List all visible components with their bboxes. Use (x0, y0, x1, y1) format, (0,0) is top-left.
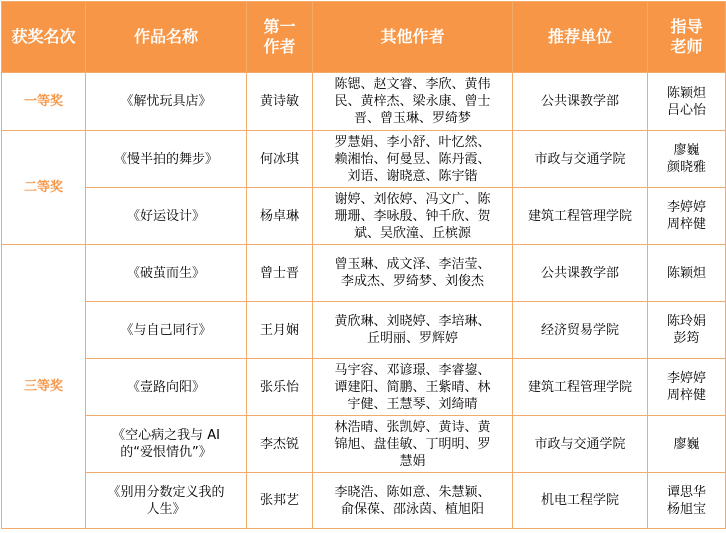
other-authors (313, 73, 513, 131)
work-title-line: 的“爱恨情仇”》 (120, 445, 212, 460)
header-work: 作品名称 (86, 2, 247, 73)
other-authors-line: 李晓浩、陈如意、朱慧颖、 (334, 484, 491, 500)
other-authors (313, 302, 513, 359)
other-authors (313, 359, 513, 416)
other-authors (313, 245, 513, 302)
first-author: 何冰琪 (247, 131, 313, 188)
advisor-name: 陈颖炟 (666, 85, 706, 101)
advisor-name: 廖巍 (673, 143, 700, 158)
table-row (2, 131, 726, 188)
other-authors (313, 188, 513, 245)
recommending-unit: 机电工程学院 (513, 473, 648, 529)
recommending-unit: 建筑工程管理学院 (513, 188, 648, 245)
header-other-authors: 其他作者 (313, 2, 513, 73)
recommending-unit: 市政与交通学院 (513, 416, 648, 473)
advisor (648, 416, 726, 473)
advisor (648, 359, 726, 416)
table-row (2, 416, 726, 473)
header-advisor (648, 2, 726, 73)
table-row (2, 359, 726, 416)
advisor-name: 谭思华 (666, 484, 706, 500)
other-authors-line: 民、黄梓杰、梁永康、曾士 (334, 94, 491, 109)
advisor-name: 周梓健 (666, 217, 706, 232)
other-authors (313, 131, 513, 188)
advisor-name: 杨旭宝 (666, 501, 706, 517)
other-authors-line: 赖湘怡、何曼昱、陈丹霞、 (334, 151, 491, 167)
other-authors-line: 刘语、谢晓意、陈宇锴 (347, 168, 478, 184)
header-unit: 推荐单位 (513, 2, 648, 73)
other-authors-line: 谭建阳、简鹏、王紫晴、林 (334, 379, 491, 395)
work-title: 《与自己同行》 (86, 302, 247, 359)
other-authors-line: 黄欣琳、刘晓婷、李培琳、 (334, 314, 491, 329)
header-first-author (247, 2, 313, 73)
other-authors-line: 谢婷、刘依婷、冯文广、陈 (334, 191, 491, 207)
first-author: 王月娴 (247, 302, 313, 359)
other-authors-line: 慧娟 (399, 453, 426, 469)
advisor-name: 陈颖炟 (666, 265, 706, 281)
table-row (2, 73, 726, 131)
other-authors-line: 珊珊、李咏殷、钟千欣、贺 (334, 208, 491, 224)
other-authors-line: 锦旭、盘佳敏、丁明明、罗 (334, 436, 491, 452)
header-prize: 获奖名次 (2, 2, 86, 73)
advisor-name: 彭筠 (673, 331, 700, 346)
advisor (648, 188, 726, 245)
other-authors-line: 林浩晴、张凯婷、黄诗、黄 (334, 419, 491, 435)
first-author: 曾士晋 (247, 245, 313, 302)
advisor (648, 131, 726, 188)
other-authors (313, 416, 513, 473)
recommending-unit: 建筑工程管理学院 (513, 359, 648, 416)
prize-second: 二等奖 (2, 131, 86, 245)
advisor-name: 廖巍 (673, 436, 700, 452)
table-row (2, 188, 726, 245)
other-authors-line: 罗慧娟、李小舒、叶忆然、 (334, 134, 491, 150)
other-authors-line: 丘明丽、罗辉婷 (366, 331, 458, 346)
advisor-name: 吕心怡 (666, 102, 706, 118)
work-title-line: 《别用分数定义我的 (107, 484, 225, 500)
recommending-unit: 公共课教学部 (513, 73, 648, 131)
table-row (2, 245, 726, 302)
recommending-unit: 市政与交通学院 (513, 131, 648, 188)
awards-table-container (1, 1, 725, 531)
header-advisor-line: 指导 (670, 17, 703, 36)
other-authors-line: 晋、曾玉琳、罗绮梦 (353, 111, 471, 126)
first-author: 张乐怡 (247, 359, 313, 416)
advisor-name: 周梓健 (666, 388, 706, 403)
advisor-name: 李婷婷 (666, 200, 706, 215)
table-row (2, 302, 726, 359)
work-title-line: 人生》 (146, 501, 186, 517)
first-author: 黄诗敏 (247, 73, 313, 131)
first-author: 张邦艺 (247, 473, 313, 529)
header-first-author-line: 作者 (263, 37, 296, 56)
advisor (648, 302, 726, 359)
advisor (648, 73, 726, 131)
advisor (648, 245, 726, 302)
work-title-line: 《空心病之我与 AI (112, 428, 220, 443)
header-first-author-line: 第一 (263, 17, 296, 36)
other-authors (313, 473, 513, 529)
other-authors-line: 斌、吴欣潼、丘槟源 (353, 225, 471, 241)
work-title: 《慢半拍的舞步》 (86, 131, 247, 188)
first-author: 杨卓琳 (247, 188, 313, 245)
work-title (86, 473, 247, 529)
work-title: 《解忧玩具店》 (86, 73, 247, 131)
first-author: 李杰锐 (247, 416, 313, 473)
recommending-unit: 经济贸易学院 (513, 302, 648, 359)
other-authors-line: 马宇容、邓谚璟、李睿鋆、 (334, 362, 491, 378)
recommending-unit: 公共课教学部 (513, 245, 648, 302)
other-authors-line: 宇健、王慧琴、刘绮晴 (347, 396, 478, 412)
header-advisor-line: 老师 (670, 37, 703, 56)
prize-third: 三等奖 (2, 245, 86, 529)
other-authors-line: 曾玉琳、成文泽、李洁莹、 (334, 257, 491, 272)
advisor-name: 李婷婷 (666, 371, 706, 386)
work-title: 《好运设计》 (86, 188, 247, 245)
advisor (648, 473, 726, 529)
other-authors-line: 陈锶、赵文睿、李欣、黄伟 (334, 77, 491, 92)
prize-first: 一等奖 (2, 73, 86, 131)
other-authors-line: 李成杰、罗绮梦、刘俊杰 (340, 274, 484, 289)
table-row (2, 473, 726, 529)
header-row (2, 2, 726, 73)
advisor-name: 陈玲娟 (666, 314, 706, 329)
awards-table (1, 1, 726, 529)
work-title: 《破茧而生》 (86, 245, 247, 302)
other-authors-line: 俞保葆、邵泳茵、植旭阳 (340, 501, 484, 517)
work-title: 《壹路向阳》 (86, 359, 247, 416)
work-title (86, 416, 247, 473)
advisor-name: 颜晓雅 (666, 160, 706, 175)
